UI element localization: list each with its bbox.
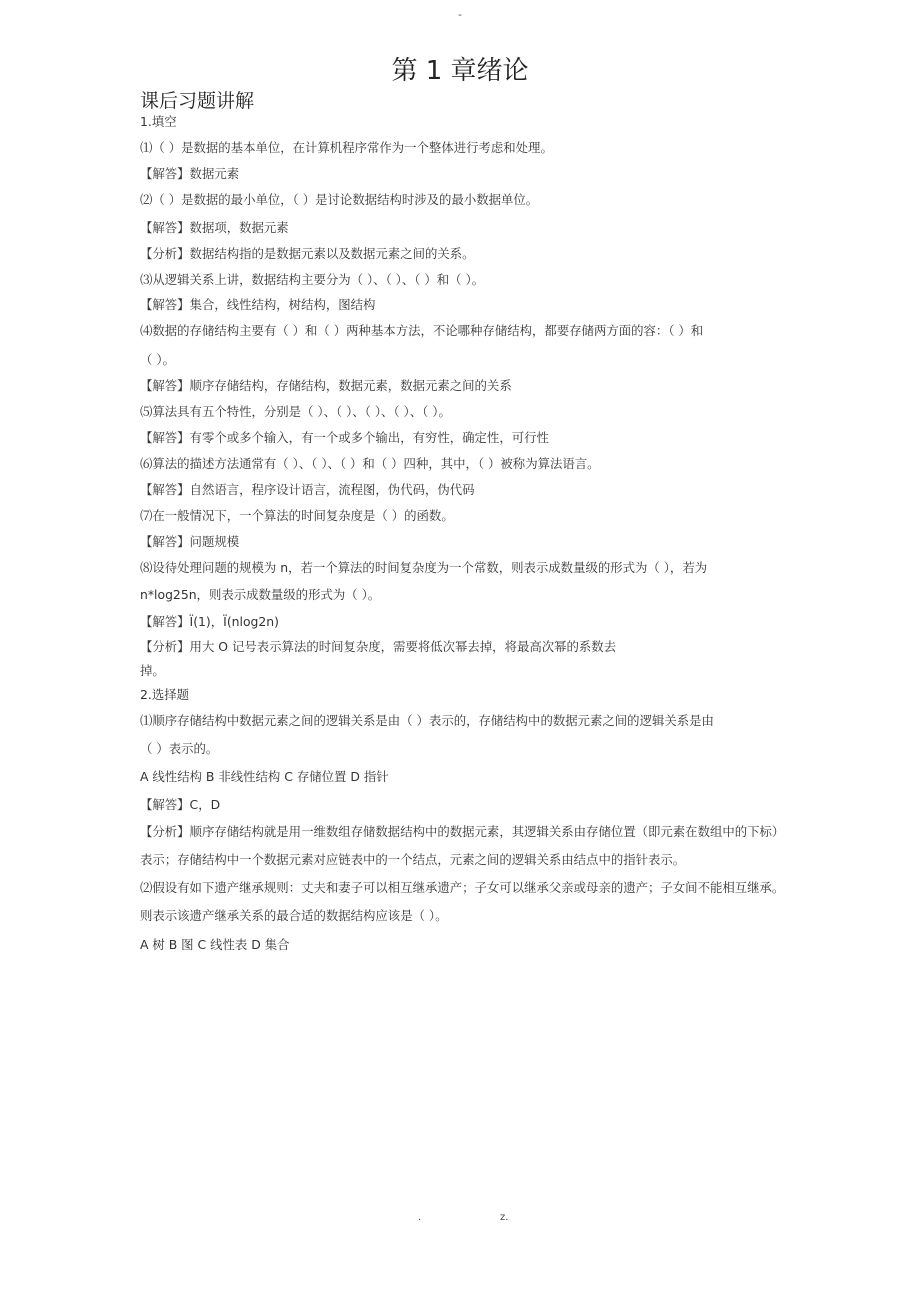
text-line: ⑶从逻辑关系上讲，数据结构主要分为（ ）、（ ）、（ ）和（ ）。 [140, 272, 485, 287]
text-line: ⑴顺序存储结构中数据元素之间的逻辑关系是由（ ）表示的，存储结构中的数据元素之间的逻辑关系是由 [140, 713, 714, 728]
text-line: 【解答】数据项，数据元素 [140, 220, 289, 235]
text-line: （ ）。 [140, 352, 175, 367]
analysis-paragraph: 【分析】顺序存储结构就是用一维数组存储数据结构中的数据元素，其逻辑关系由存储位置（即元素在数组中的下标）表示；存储结构中一个数据元素对应链表中的一个结点，元素之间的逻辑关系由结点中的指针表示。 [140, 824, 785, 867]
text-line: A 树 B 图 C 线性表 D 集合 [140, 937, 290, 952]
text-line: ⑷数据的存储结构主要有（ ）和（ ）两种基本方法，不论哪种存储结构，都要存储两方面的容：（ ）和 [140, 323, 704, 338]
chapter-title: 第 1 章绪论 [391, 56, 529, 86]
text-line: 【解答】数据元素 [140, 166, 240, 181]
text-line: ⑹算法的描述方法通常有（ ）、（ ）、（ ）和（ ）四种，其中，（ ）被称为算法语言。 [140, 456, 600, 471]
text-line: n*log25n，则表示成数量级的形式为（ ）。 [140, 587, 381, 602]
text-line: 【解答】自然语言，程序设计语言，流程图，伪代码，伪代码 [140, 482, 475, 497]
text-line: （ ）表示的。 [140, 741, 219, 756]
text-line: ⑻设待处理问题的规模为 n，若一个算法的时间复杂度为一个常数，则表示成数量级的形式为（ ），若为 [140, 560, 708, 575]
question-paragraph: ⑵假设有如下遗产继承规则：丈夫和妻子可以相互继承遗产；子女可以继承父亲或母亲的遗产；子女间不能相互继承。则表示该遗产继承关系的最合适的数据结构应该是（ ）。 [140, 880, 785, 923]
text-line: A 线性结构 B 非线性结构 C 存储位置 D 指针 [140, 769, 389, 784]
text-line: 2.选择题 [140, 687, 189, 702]
text-line: 1.填空 [140, 114, 177, 129]
text-line: 【分析】数据结构指的是数据元素以及数据元素之间的关系。 [140, 246, 475, 261]
page-footer [0, 1212, 920, 1228]
text-line: 【解答】问题规模 [140, 534, 240, 549]
text-line: ⑴（ ）是数据的基本单位，在计算机程序常作为一个整体进行考虑和处理。 [140, 140, 553, 155]
text-line: 掉。 [140, 663, 165, 678]
text-line: 【解答】顺序存储结构，存储结构，数据元素，数据元素之间的关系 [140, 378, 512, 393]
footer-right-mark: z. [500, 1212, 509, 1223]
text-line: 【解答】有零个或多个输入，有一个或多个输出，有穷性，确定性，可行性 [140, 430, 549, 445]
text-line: 【解答】集合，线性结构，树结构，图结构 [140, 297, 376, 312]
text-line: ⑺在一般情况下，一个算法的时间复杂度是（ ）的函数。 [140, 508, 454, 523]
section-subtitle: 课后习题讲解 [140, 90, 255, 112]
footer-left-mark: . [418, 1212, 422, 1223]
text-line: ⑵（ ）是数据的最小单位，（ ）是讨论数据结构时涉及的最小数据单位。 [140, 192, 539, 207]
text-line: 【解答】Ï(1)，Ï(nlog2n) [140, 614, 279, 629]
header-mark: - [458, 8, 462, 21]
text-line: 【解答】C，D [140, 797, 221, 812]
text-line: 【分析】用大 O 记号表示算法的时间复杂度，需要将低次幂去掉，将最高次幂的系数去 [140, 639, 617, 654]
exercise-content [140, 110, 788, 959]
text-line: ⑸算法具有五个特性，分别是（ ）、（ ）、（ ）、（ ）、（ ）。 [140, 404, 451, 419]
